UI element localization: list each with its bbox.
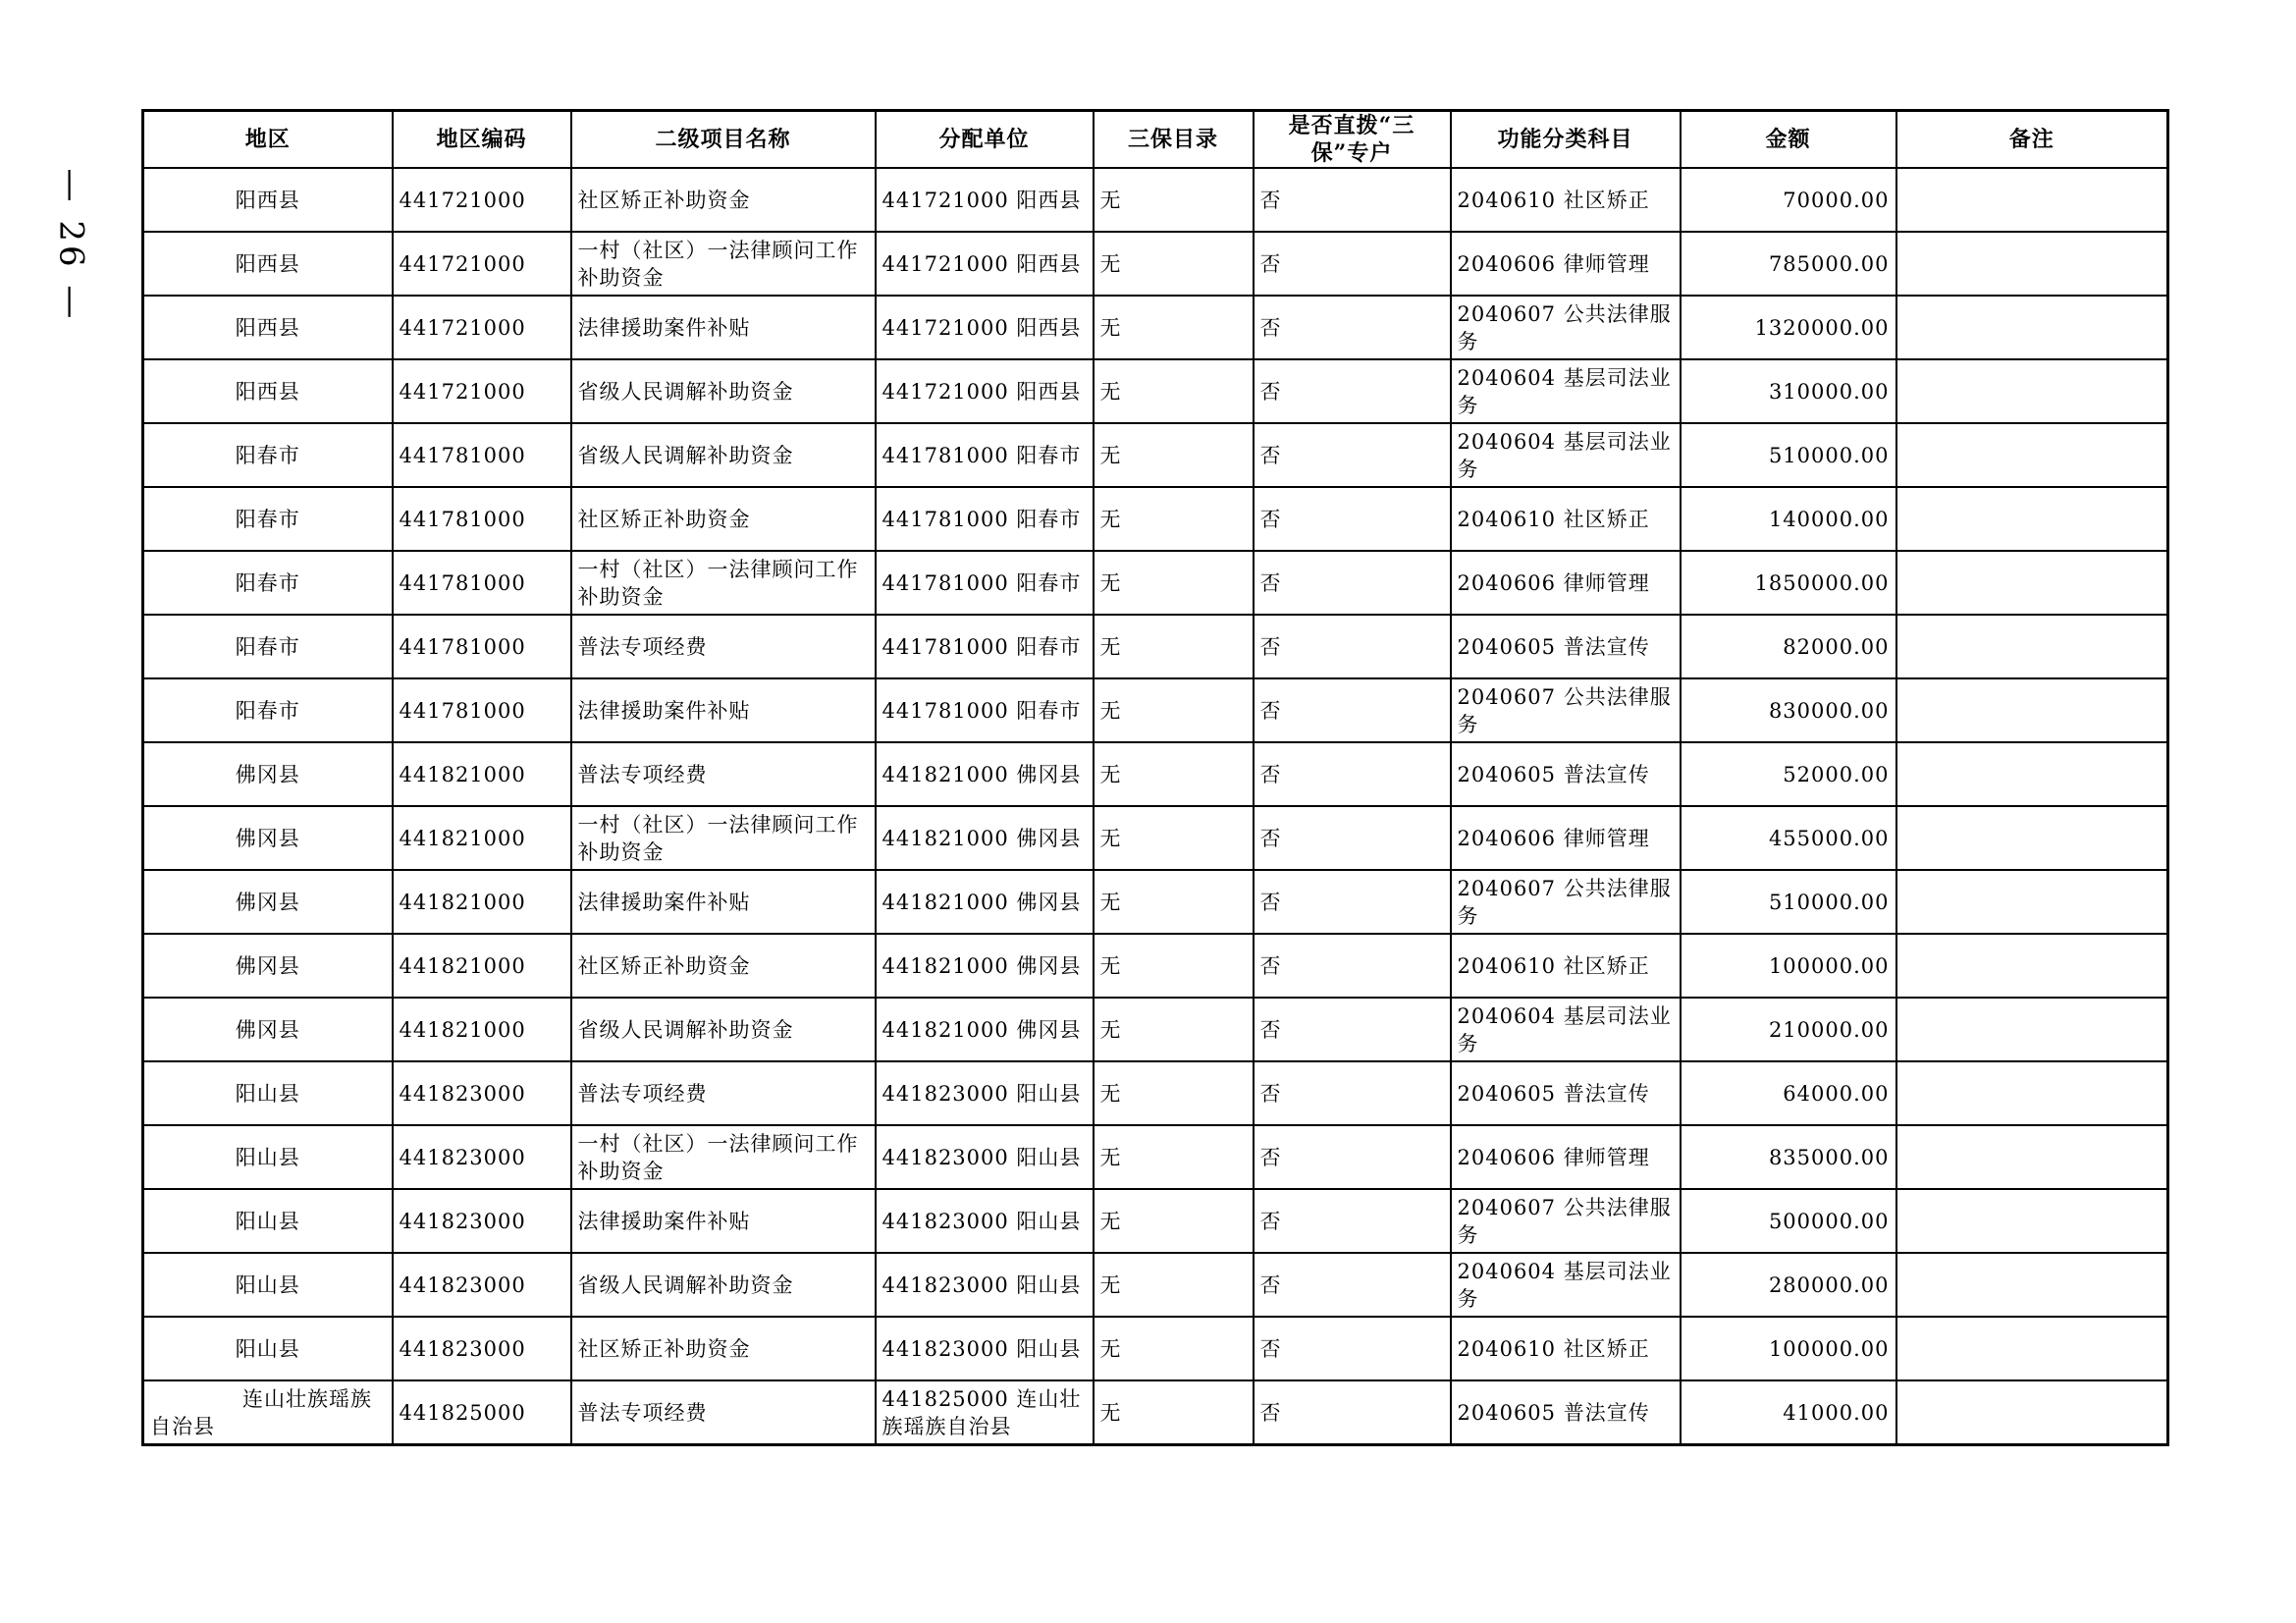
- cell-sanbao-catalog: 无: [1094, 1125, 1254, 1189]
- cell-project-name: 法律援助案件补贴: [571, 296, 876, 359]
- cell-direct-transfer: 否: [1254, 678, 1451, 742]
- cell-amount: 455000.00: [1681, 806, 1896, 870]
- cell-sanbao-catalog: 无: [1094, 359, 1254, 423]
- cell-region: 阳山县: [143, 1317, 393, 1380]
- cell-region-code: 441721000: [393, 232, 571, 296]
- table-row: [143, 998, 2168, 1061]
- cell-direct-transfer: 否: [1254, 934, 1451, 998]
- cell-project-name: 普法专项经费: [571, 615, 876, 678]
- cell-project-name: 省级人民调解补助资金: [571, 998, 876, 1061]
- cell-sanbao-catalog: 无: [1094, 296, 1254, 359]
- cell-sanbao-catalog: 无: [1094, 870, 1254, 934]
- cell-functional-category: 2040605 普法宣传: [1451, 1380, 1681, 1445]
- table-row: [143, 806, 2168, 870]
- cell-allocation-unit: 441823000 阳山县: [876, 1317, 1094, 1380]
- cell-functional-category: 2040605 普法宣传: [1451, 615, 1681, 678]
- cell-functional-category: 2040610 社区矫正: [1451, 487, 1681, 551]
- cell-functional-category: 2040606 律师管理: [1451, 806, 1681, 870]
- cell-allocation-unit: 441781000 阳春市: [876, 423, 1094, 487]
- cell-direct-transfer: 否: [1254, 359, 1451, 423]
- cell-note: [1896, 296, 2168, 359]
- cell-region: 阳西县: [143, 296, 393, 359]
- cell-functional-category: 2040610 社区矫正: [1451, 168, 1681, 232]
- cell-sanbao-catalog: 无: [1094, 934, 1254, 998]
- table-row: [143, 870, 2168, 934]
- cell-region-code: 441823000: [393, 1125, 571, 1189]
- table-row: [143, 742, 2168, 806]
- cell-project-name: 社区矫正补助资金: [571, 487, 876, 551]
- cell-note: [1896, 551, 2168, 615]
- cell-project-name: 社区矫正补助资金: [571, 168, 876, 232]
- cell-allocation-unit: 441821000 佛冈县: [876, 806, 1094, 870]
- allocation-table: [141, 109, 2169, 1446]
- cell-project-name: 一村（社区）一法律顾问工作补助资金: [571, 551, 876, 615]
- cell-note: [1896, 1253, 2168, 1317]
- cell-functional-category: 2040607 公共法律服务: [1451, 870, 1681, 934]
- cell-note: [1896, 742, 2168, 806]
- table-row: [143, 423, 2168, 487]
- cell-project-name: 省级人民调解补助资金: [571, 423, 876, 487]
- cell-region-code: 441781000: [393, 423, 571, 487]
- cell-note: [1896, 1380, 2168, 1445]
- cell-region-code: 441721000: [393, 359, 571, 423]
- cell-allocation-unit: 441781000 阳春市: [876, 551, 1094, 615]
- cell-project-name: 社区矫正补助资金: [571, 934, 876, 998]
- cell-amount: 1850000.00: [1681, 551, 1896, 615]
- cell-sanbao-catalog: 无: [1094, 742, 1254, 806]
- table-row: [143, 1125, 2168, 1189]
- cell-project-name: 普法专项经费: [571, 742, 876, 806]
- cell-note: [1896, 870, 2168, 934]
- table-body: [143, 168, 2168, 1445]
- table-row: [143, 1317, 2168, 1380]
- cell-direct-transfer: 否: [1254, 1189, 1451, 1253]
- cell-sanbao-catalog: 无: [1094, 232, 1254, 296]
- cell-sanbao-catalog: 无: [1094, 1061, 1254, 1125]
- cell-direct-transfer: 否: [1254, 615, 1451, 678]
- cell-functional-category: 2040607 公共法律服务: [1451, 678, 1681, 742]
- cell-region: 阳春市: [143, 551, 393, 615]
- cell-amount: 510000.00: [1681, 870, 1896, 934]
- cell-region: 阳西县: [143, 359, 393, 423]
- cell-region-code: 441823000: [393, 1253, 571, 1317]
- cell-amount: 70000.00: [1681, 168, 1896, 232]
- cell-note: [1896, 678, 2168, 742]
- cell-allocation-unit: 441823000 阳山县: [876, 1253, 1094, 1317]
- cell-allocation-unit: 441721000 阳西县: [876, 359, 1094, 423]
- cell-note: [1896, 1125, 2168, 1189]
- cell-functional-category: 2040606 律师管理: [1451, 232, 1681, 296]
- cell-sanbao-catalog: 无: [1094, 423, 1254, 487]
- cell-region: 佛冈县: [143, 934, 393, 998]
- cell-amount: 310000.00: [1681, 359, 1896, 423]
- cell-sanbao-catalog: 无: [1094, 806, 1254, 870]
- cell-region-code: 441721000: [393, 296, 571, 359]
- cell-allocation-unit: 441781000 阳春市: [876, 487, 1094, 551]
- cell-region-code: 441821000: [393, 742, 571, 806]
- cell-direct-transfer: 否: [1254, 742, 1451, 806]
- cell-functional-category: 2040604 基层司法业务: [1451, 998, 1681, 1061]
- cell-sanbao-catalog: 无: [1094, 998, 1254, 1061]
- cell-project-name: 普法专项经费: [571, 1380, 876, 1445]
- cell-functional-category: 2040604 基层司法业务: [1451, 359, 1681, 423]
- cell-functional-category: 2040606 律师管理: [1451, 551, 1681, 615]
- cell-region-code: 441781000: [393, 615, 571, 678]
- cell-allocation-unit: 441781000 阳春市: [876, 678, 1094, 742]
- cell-note: [1896, 1061, 2168, 1125]
- cell-functional-category: 2040610 社区矫正: [1451, 1317, 1681, 1380]
- cell-direct-transfer: 否: [1254, 1380, 1451, 1445]
- cell-amount: 510000.00: [1681, 423, 1896, 487]
- cell-region-code: 441821000: [393, 934, 571, 998]
- cell-allocation-unit: 441823000 阳山县: [876, 1125, 1094, 1189]
- cell-note: [1896, 168, 2168, 232]
- header-amount: 金额: [1681, 111, 1896, 169]
- cell-direct-transfer: 否: [1254, 168, 1451, 232]
- cell-direct-transfer: 否: [1254, 998, 1451, 1061]
- cell-region: 阳春市: [143, 678, 393, 742]
- table-row: [143, 1061, 2168, 1125]
- cell-note: [1896, 487, 2168, 551]
- cell-sanbao-catalog: 无: [1094, 1380, 1254, 1445]
- table-row: [143, 296, 2168, 359]
- header-allocation-unit: 分配单位: [876, 111, 1094, 169]
- cell-sanbao-catalog: 无: [1094, 1317, 1254, 1380]
- table-row: [143, 1380, 2168, 1445]
- cell-amount: 280000.00: [1681, 1253, 1896, 1317]
- page-number: [51, 168, 91, 323]
- header-note: 备注: [1896, 111, 2168, 169]
- cell-amount: 82000.00: [1681, 615, 1896, 678]
- cell-note: [1896, 1189, 2168, 1253]
- cell-amount: 52000.00: [1681, 742, 1896, 806]
- cell-amount: 41000.00: [1681, 1380, 1896, 1445]
- cell-direct-transfer: 否: [1254, 423, 1451, 487]
- cell-sanbao-catalog: 无: [1094, 1189, 1254, 1253]
- cell-project-name: 一村（社区）一法律顾问工作补助资金: [571, 806, 876, 870]
- cell-direct-transfer: 否: [1254, 487, 1451, 551]
- cell-functional-category: 2040607 公共法律服务: [1451, 296, 1681, 359]
- cell-note: [1896, 1317, 2168, 1380]
- header-direct-transfer: 是否直拨“三保”专户: [1254, 111, 1451, 169]
- cell-region-code: 441825000: [393, 1380, 571, 1445]
- cell-allocation-unit: 441721000 阳西县: [876, 168, 1094, 232]
- cell-region-code: 441781000: [393, 551, 571, 615]
- cell-region: 阳山县: [143, 1125, 393, 1189]
- cell-allocation-unit: 441721000 阳西县: [876, 296, 1094, 359]
- cell-region: 阳春市: [143, 615, 393, 678]
- cell-amount: 100000.00: [1681, 934, 1896, 998]
- cell-amount: 100000.00: [1681, 1317, 1896, 1380]
- cell-region: 阳山县: [143, 1253, 393, 1317]
- cell-region-code: 441721000: [393, 168, 571, 232]
- cell-amount: 210000.00: [1681, 998, 1896, 1061]
- cell-project-name: 普法专项经费: [571, 1061, 876, 1125]
- cell-direct-transfer: 否: [1254, 1253, 1451, 1317]
- page-number-text: — 26 —: [51, 168, 91, 323]
- table-row: [143, 359, 2168, 423]
- table-row: [143, 232, 2168, 296]
- cell-region: 佛冈县: [143, 806, 393, 870]
- cell-direct-transfer: 否: [1254, 870, 1451, 934]
- header-sanbao-catalog: 三保目录: [1094, 111, 1254, 169]
- table-row: [143, 1189, 2168, 1253]
- cell-region-code: 441781000: [393, 678, 571, 742]
- cell-direct-transfer: 否: [1254, 806, 1451, 870]
- header-region: 地区: [143, 111, 393, 169]
- table-row: [143, 615, 2168, 678]
- cell-allocation-unit: 441825000 连山壮族瑶族自治县: [876, 1380, 1094, 1445]
- cell-amount: 1320000.00: [1681, 296, 1896, 359]
- header-region-code: 地区编码: [393, 111, 571, 169]
- cell-region-code: 441823000: [393, 1061, 571, 1125]
- table-row: [143, 678, 2168, 742]
- cell-amount: 785000.00: [1681, 232, 1896, 296]
- cell-functional-category: 2040604 基层司法业务: [1451, 423, 1681, 487]
- cell-sanbao-catalog: 无: [1094, 168, 1254, 232]
- cell-sanbao-catalog: 无: [1094, 551, 1254, 615]
- table-header-row: [143, 111, 2168, 169]
- cell-region-code: 441821000: [393, 806, 571, 870]
- cell-region: 佛冈县: [143, 742, 393, 806]
- table-row: [143, 168, 2168, 232]
- cell-note: [1896, 359, 2168, 423]
- cell-functional-category: 2040607 公共法律服务: [1451, 1189, 1681, 1253]
- header-project-name: 二级项目名称: [571, 111, 876, 169]
- cell-project-name: 社区矫正补助资金: [571, 1317, 876, 1380]
- cell-region: 阳西县: [143, 232, 393, 296]
- table-row: [143, 551, 2168, 615]
- cell-region: 阳山县: [143, 1189, 393, 1253]
- cell-region: 阳春市: [143, 423, 393, 487]
- cell-note: [1896, 806, 2168, 870]
- cell-allocation-unit: 441781000 阳春市: [876, 615, 1094, 678]
- cell-region: 阳山县: [143, 1061, 393, 1125]
- cell-functional-category: 2040604 基层司法业务: [1451, 1253, 1681, 1317]
- cell-region-code: 441823000: [393, 1189, 571, 1253]
- cell-direct-transfer: 否: [1254, 1061, 1451, 1125]
- cell-project-name: 省级人民调解补助资金: [571, 359, 876, 423]
- cell-amount: 140000.00: [1681, 487, 1896, 551]
- cell-direct-transfer: 否: [1254, 1125, 1451, 1189]
- cell-note: [1896, 423, 2168, 487]
- cell-region: 佛冈县: [143, 870, 393, 934]
- cell-note: [1896, 998, 2168, 1061]
- cell-allocation-unit: 441821000 佛冈县: [876, 998, 1094, 1061]
- cell-region: 连山壮族瑶族自治县: [143, 1380, 393, 1445]
- cell-direct-transfer: 否: [1254, 296, 1451, 359]
- cell-amount: 64000.00: [1681, 1061, 1896, 1125]
- cell-project-name: 法律援助案件补贴: [571, 870, 876, 934]
- cell-sanbao-catalog: 无: [1094, 615, 1254, 678]
- cell-amount: 500000.00: [1681, 1189, 1896, 1253]
- cell-note: [1896, 615, 2168, 678]
- cell-allocation-unit: 441823000 阳山县: [876, 1189, 1094, 1253]
- cell-amount: 835000.00: [1681, 1125, 1896, 1189]
- cell-functional-category: 2040610 社区矫正: [1451, 934, 1681, 998]
- cell-direct-transfer: 否: [1254, 1317, 1451, 1380]
- cell-sanbao-catalog: 无: [1094, 1253, 1254, 1317]
- cell-functional-category: 2040605 普法宣传: [1451, 1061, 1681, 1125]
- cell-project-name: 省级人民调解补助资金: [571, 1253, 876, 1317]
- cell-allocation-unit: 441823000 阳山县: [876, 1061, 1094, 1125]
- table-row: [143, 487, 2168, 551]
- cell-region-code: 441821000: [393, 870, 571, 934]
- cell-sanbao-catalog: 无: [1094, 487, 1254, 551]
- cell-region-code: 441781000: [393, 487, 571, 551]
- cell-region-code: 441823000: [393, 1317, 571, 1380]
- table-row: [143, 1253, 2168, 1317]
- cell-allocation-unit: 441821000 佛冈县: [876, 934, 1094, 998]
- cell-project-name: 法律援助案件补贴: [571, 1189, 876, 1253]
- cell-note: [1896, 232, 2168, 296]
- cell-functional-category: 2040606 律师管理: [1451, 1125, 1681, 1189]
- cell-region: 阳春市: [143, 487, 393, 551]
- cell-region: 佛冈县: [143, 998, 393, 1061]
- cell-direct-transfer: 否: [1254, 551, 1451, 615]
- cell-region-code: 441821000: [393, 998, 571, 1061]
- cell-functional-category: 2040605 普法宣传: [1451, 742, 1681, 806]
- cell-allocation-unit: 441721000 阳西县: [876, 232, 1094, 296]
- cell-direct-transfer: 否: [1254, 232, 1451, 296]
- table-row: [143, 934, 2168, 998]
- cell-sanbao-catalog: 无: [1094, 678, 1254, 742]
- cell-note: [1896, 934, 2168, 998]
- cell-amount: 830000.00: [1681, 678, 1896, 742]
- header-functional-category: 功能分类科目: [1451, 111, 1681, 169]
- cell-allocation-unit: 441821000 佛冈县: [876, 742, 1094, 806]
- cell-allocation-unit: 441821000 佛冈县: [876, 870, 1094, 934]
- cell-project-name: 法律援助案件补贴: [571, 678, 876, 742]
- cell-project-name: 一村（社区）一法律顾问工作补助资金: [571, 1125, 876, 1189]
- cell-project-name: 一村（社区）一法律顾问工作补助资金: [571, 232, 876, 296]
- cell-region: 阳西县: [143, 168, 393, 232]
